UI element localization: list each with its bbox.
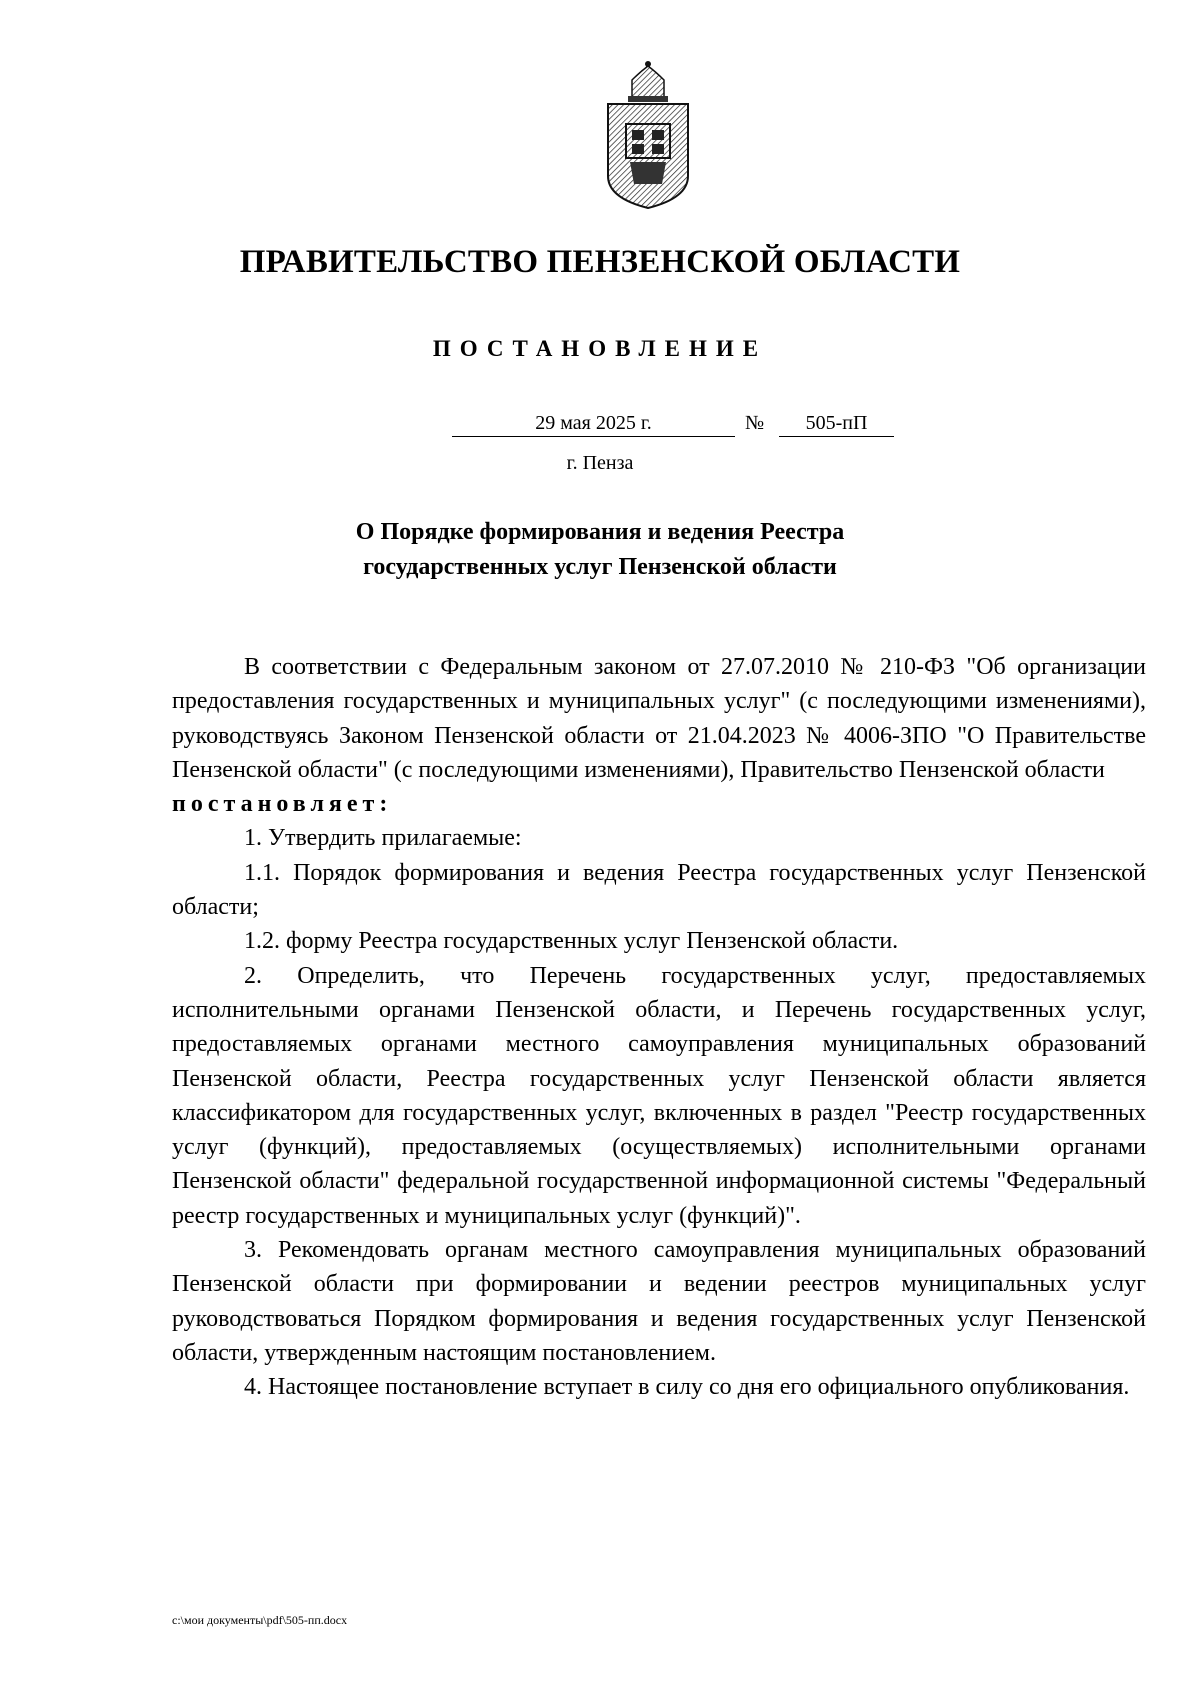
paragraph-4: 4. Настоящее постановление вступает в силу со дня его официального опубликования. [244, 1374, 1130, 1401]
coat-of-arms-icon [602, 58, 694, 210]
number-sign: № [745, 412, 765, 434]
decree-number: 505-пП [779, 412, 894, 437]
subject-line-2: государственных услуг Пензенской области [363, 554, 837, 580]
document-body [172, 650, 1146, 1405]
intro-paragraph: В соответствии с Федеральным законом от 27.07.2010 № 210-ФЗ "Об организации предоставления государственных и муниципальных услуг" (с последующими изменениями), руководствуясь Законом Пензенской области от 21.04.2023 № 4006-ЗПО "О Правительстве Пензенской области" (с последующими изменениями), Правительство Пензенской области [172, 654, 1146, 783]
paragraph-1: 1. Утвердить прилагаемые: [244, 825, 522, 852]
document-subject [200, 515, 1000, 585]
document-type: ПОСТАНОВЛЕНИЕ [432, 336, 768, 361]
file-path-footer: c:\мои документы\pdf\505-пп.docx [172, 1613, 348, 1627]
paragraph-2: 2. Определить, что Перечень государственных услуг, предоставляемых исполнительными органами Пензенской области, и Перечень государственных услуг, предоставляемых органами местного самоуправления муниципальных образований Пензенской области, Реестра государственных услуг Пензенской области является классификатором для государственных услуг, включенных в раздел "Реестр государственных услуг (функций), предоставляемых (осуществляемых) исполнительными органами Пензенской области" федеральной государственной информационной системы "Федеральный реестр государственных и муниципальных услуг (функций)". [172, 962, 1146, 1229]
subject-line-1: О Порядке формирования и ведения Реестра [355, 519, 845, 545]
decree-date: 29 мая 2025 г. [452, 412, 735, 437]
postanovlyaet-word: постановляет: [172, 791, 393, 818]
city: г. Пенза [566, 452, 634, 474]
paragraph-3: 3. Рекомендовать органам местного самоуправления муниципальных образований Пензенской области при формировании и ведении реестров муниципальных услуг руководствоваться Порядком формирования и ведения государственных услуг Пензенской области, утвержденным настоящим постановлением. [172, 1237, 1146, 1366]
government-title: ПРАВИТЕЛЬСТВО ПЕНЗЕНСКОЙ ОБЛАСТИ [239, 244, 961, 280]
paragraph-1-1: 1.1. Порядок формирования и ведения Реестра государственных услуг Пензенской области; [172, 859, 1146, 921]
paragraph-1-2: 1.2. форму Реестра государственных услуг Пензенской области. [244, 928, 899, 955]
postanovlyaet-line [172, 787, 1146, 821]
